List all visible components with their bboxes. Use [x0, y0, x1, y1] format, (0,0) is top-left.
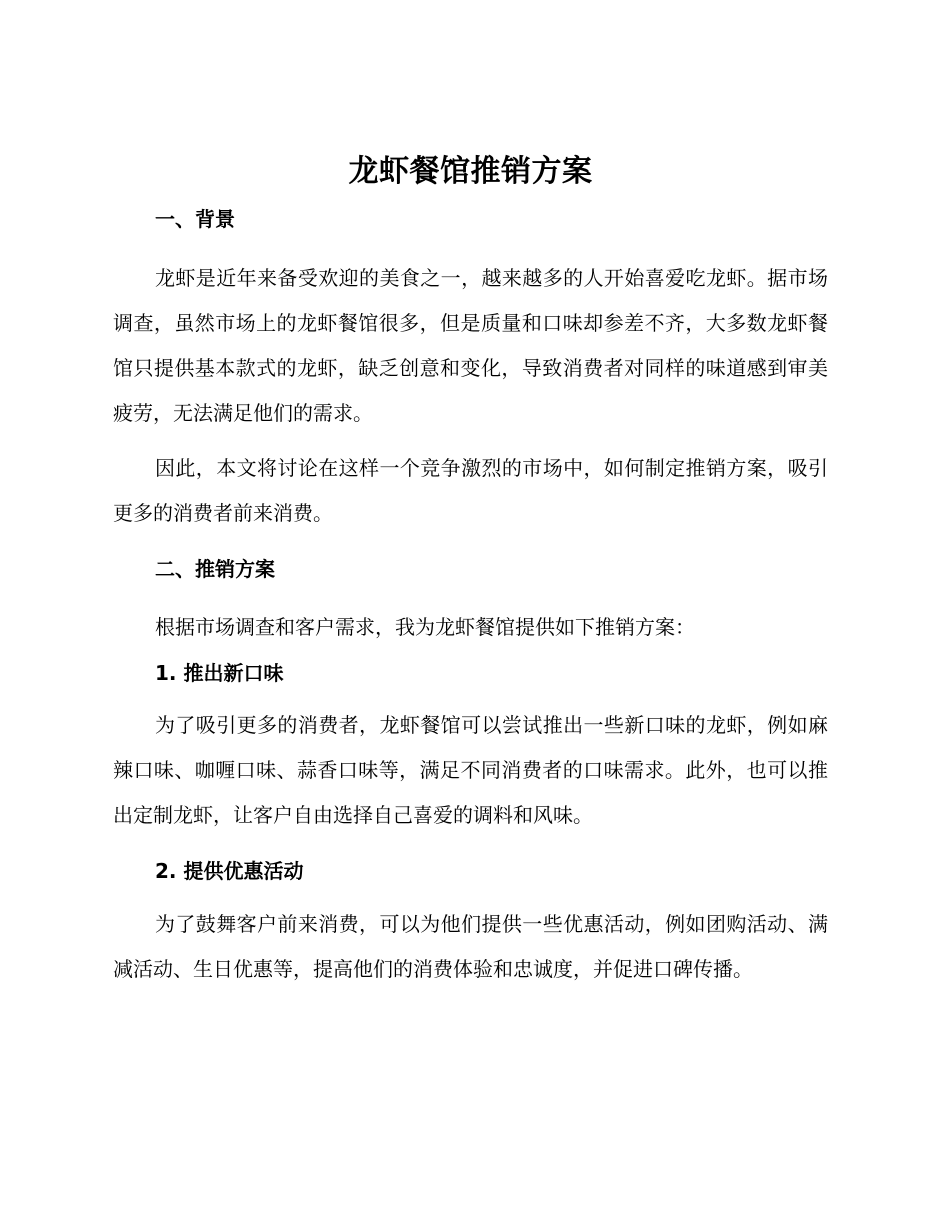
section-heading-background: 一、背景	[155, 207, 235, 231]
plan-item-text-discounts: 为了鼓舞客户前来消费，可以为他们提供一些优惠活动，例如团购活动、满减活动、生日优惠等，提高他们的消费体验和忠诚度，并促进口碑传播。	[113, 912, 828, 981]
document-title: 龙虾餐馆推销方案	[348, 154, 593, 189]
background-paragraph-1: 龙虾是近年来备受欢迎的美食之一，越来越多的人开始喜爱吃龙虾。据市场调查，虽然市场上的龙虾餐馆很多，但是质量和口味却参差不齐，大多数龙虾餐馆只提供基本款式的龙虾，缺乏创意和变化，导致消费者对同样的味道感到审美疲劳，无法满足他们的需求。	[113, 266, 828, 425]
background-paragraph-2: 因此，本文将讨论在这样一个竞争激烈的市场中，如何制定推销方案，吸引更多的消费者前来消费。	[113, 456, 828, 525]
section-heading-promotion-plan: 二、推销方案	[155, 557, 275, 581]
promotion-plan-intro: 根据市场调查和客户需求，我为龙虾餐馆提供如下推销方案：	[155, 615, 695, 639]
plan-item-text-new-flavors: 为了吸引更多的消费者，龙虾餐馆可以尝试推出一些新口味的龙虾，例如麻辣口味、咖喱口味、蒜香口味等，满足不同消费者的口味需求。此外，也可以推出定制龙虾，让客户自由选择自己喜爱的调料和风味。	[113, 713, 828, 827]
plan-item-heading-new-flavors: 1. 推出新口味	[155, 661, 284, 685]
plan-item-heading-discounts: 2. 提供优惠活动	[155, 859, 304, 883]
